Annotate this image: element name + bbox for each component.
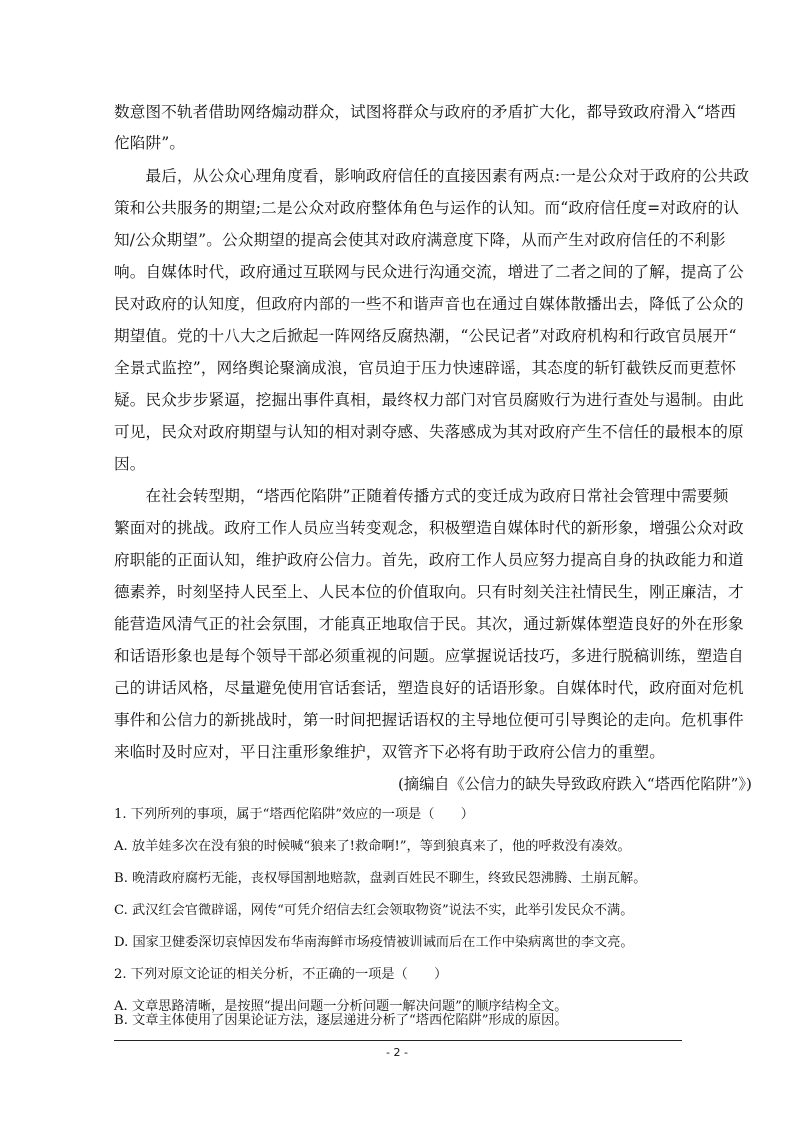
question-option: B. 晚清政府腐朽无能，丧权辱国割地赔款，盘剥百姓民不聊生，终致民怨沸腾、土崩瓦解。 — [114, 871, 647, 886]
text-line: 因。 — [114, 455, 146, 473]
question-option: A. 放羊娃多次在没有狼的时候喊“狼来了!救命啊!”，等到狼真来了，他的呼救没有凑效。 — [114, 839, 631, 854]
text-line: 策和公共服务的期望;二是公众对政府整体角色与运作的认知。而“政府信任度=对政府的认 — [114, 199, 740, 217]
text-line: 知/公众期望”。公众期望的提高会使其对政府满意度下降，从而产生对政府信任的不利影 — [114, 231, 726, 249]
source-citation: (摘编自《公信力的缺失导致政府跌入“塔西佗陷阱”》) — [398, 775, 752, 793]
text-line: 响。自媒体时代，政府通过互联网与民众进行沟通交流，增进了二者之间的了解，提高了公 — [114, 263, 744, 281]
question-option: A. 文章思路清晰，是按照“提出问题一分析问题一解决问题”的顺序结构全文。 — [114, 999, 568, 1014]
question-stem: 2. 下列对原文论证的相关分析，不正确的一项是（ ） — [114, 967, 448, 982]
text-line: 疑。民众步步紧逼，挖掘出事件真相，最终权力部门对官员腐败行为进行查处与遏制。由此 — [114, 391, 744, 409]
question-stem: 1. 下列所列的事项，属于“塔西佗陷阱”效应的一项是（ ） — [114, 807, 474, 822]
text-line: 府职能的正面认知，维护政府公信力。首先，政府工作人员应努力提高自身的执政能力和道 — [114, 551, 744, 569]
text-line: 最后，从公众心理角度看，影响政府信任的直接因素有两点:一是公众对于政府的公共政 — [114, 167, 750, 185]
question-option: C. 武汉红会官微辟谣，网传“可凭介绍信去红会领取物资”说法不实，此举引发民众不满。 — [114, 903, 634, 918]
text-line: 全景式监控”，网络舆论聚滴成浪，官员迫于压力快速辟谣，其态度的斩钉截铁反而更惹怀 — [114, 359, 737, 377]
text-line: 和话语形象也是每个领导干部必须重视的问题。应掌握说话技巧，多进行脱稿训练，塑造自 — [114, 647, 744, 665]
text-line: 繁面对的挑战。政府工作人员应当转变观念，积极塑造自媒体时代的新形象，增强公众对政 — [114, 519, 744, 537]
text-line: 在社会转型期，“塔西佗陷阱”正随着传播方式的变迁成为政府日常社会管理中需要频 — [114, 487, 729, 505]
text-line: 佗陷阱”。 — [114, 134, 186, 152]
question-option: B. 文章主体使用了因果论证方法，逐层递进分析了“塔西佗陷阱”形成的原因。 — [114, 1013, 568, 1028]
text-line: 事件和公信力的新挑战时，第一时间把握话语权的主导地位便可引导舆论的走向。危机事件 — [114, 711, 744, 729]
text-line: 可见，民众对政府期望与认知的相对剥夺感、失落感成为其对政府产生不信任的最根本的原 — [114, 423, 744, 441]
page-number: - 2 - — [386, 1046, 408, 1059]
text-line: 来临时及时应对，平日注重形象维护，双管齐下必将有助于政府公信力的重塑。 — [114, 743, 666, 761]
text-line: 期望值。党的十八大之后掀起一阵网络反腐热潮，“公民记者”对政府机构和行政官员展开“ — [114, 327, 737, 345]
question-option: D. 国家卫健委深切哀悼因发布华南海鲜市场疫情被训诫而后在工作中染病离世的李文亮。 — [114, 935, 634, 950]
footer-divider — [114, 1040, 682, 1041]
text-line: 民对政府的认知度，但政府内部的一些不和谐声音也在通过自媒体散播出去，降低了公众的 — [114, 295, 744, 313]
text-line: 己的讲话风格，尽量避免使用官话套话，塑造良好的话语形象。自媒体时代，政府面对危机 — [114, 679, 744, 697]
text-line: 能营造风清气正的社会氛围，才能真正地取信于民。其次，通过新媒体塑造良好的外在形象 — [114, 615, 744, 633]
text-line: 德素养，时刻坚持人民至上、人民本位的价值取向。只有时刻关注社情民生，刚正廉洁，才 — [114, 583, 744, 601]
text-line: 数意图不轨者借助网络煽动群众，试图将群众与政府的矛盾扩大化，都导致政府滑入“塔西 — [114, 103, 737, 121]
